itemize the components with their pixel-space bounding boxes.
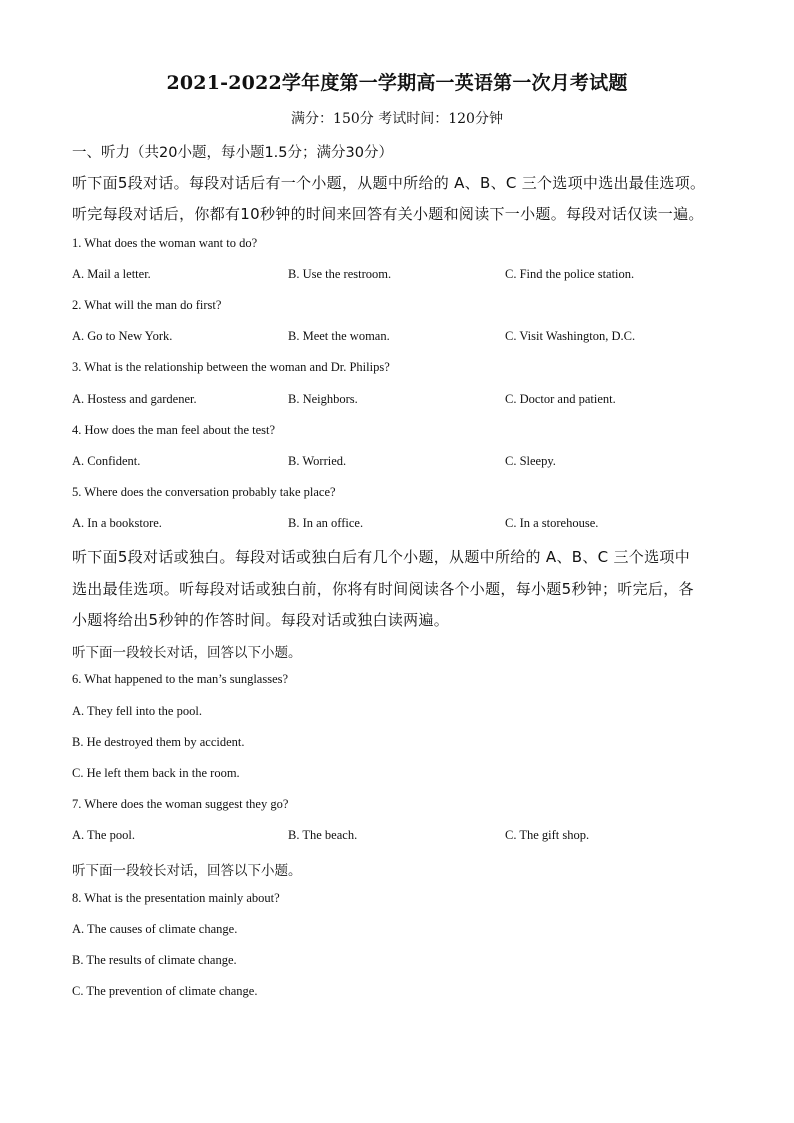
option-b: B. The results of climate change. — [72, 953, 237, 967]
option-b: B. Worried. — [288, 454, 347, 468]
option-b: B. Meet the woman. — [288, 329, 390, 343]
option-a: A. Go to New York. — [72, 329, 173, 343]
sub-instruction: 听下面一段较长对话，回答以下小题。 — [72, 645, 302, 661]
question-stem: 2. What will the man do first? — [72, 298, 222, 312]
section-heading: 一、听力（共20小题，每小题1.5分；满分30分） — [72, 145, 393, 161]
option-c: C. Doctor and patient. — [505, 392, 616, 406]
question-stem: 4. How does the man feel about the test? — [72, 423, 276, 437]
instruction-line: 选出最佳选项。听每段对话或独白前，你将有时间阅读各个小题，每小题5秒钟；听完后，各 — [72, 580, 694, 598]
option-c: C. Visit Washington, D.C. — [505, 329, 636, 343]
option-a: A. Hostess and gardener. — [72, 392, 197, 406]
option-c: C. The prevention of climate change. — [72, 984, 258, 998]
option-a: A. The causes of climate change. — [72, 922, 238, 936]
option-b: B. Use the restroom. — [288, 267, 392, 281]
question-stem: 5. Where does the conversation probably take place? — [72, 485, 336, 499]
exam-title: 2021-2022学年度第一学期高一英语第一次月考试题 — [166, 72, 628, 94]
option-c: C. In a storehouse. — [505, 516, 599, 530]
question-stem: 7. Where does the woman suggest they go? — [72, 797, 289, 811]
option-b: B. He destroyed them by accident. — [72, 735, 245, 749]
exam-subtitle: 满分：150分 考试时间：120分钟 — [291, 111, 503, 127]
instruction-line: 小题将给出5秒钟的作答时间。每段对话或独白读两遍。 — [72, 611, 450, 629]
option-a: A. Mail a letter. — [72, 267, 151, 281]
option-a: A. Confident. — [72, 454, 141, 468]
option-c: C. Find the police station. — [505, 267, 635, 281]
question-stem: 8. What is the presentation mainly about? — [72, 891, 280, 905]
question-stem: 6. What happened to the man’s sunglasses? — [72, 672, 289, 686]
option-b: B. Neighbors. — [288, 392, 358, 406]
instruction-line: 听下面5段对话或独白。每段对话或独白后有几个小题，从题中所给的 A、B、C 三个选项中 — [72, 548, 691, 566]
option-b: B. The beach. — [288, 828, 358, 842]
question-stem: 3. What is the relationship between the woman and Dr. Philips? — [72, 360, 390, 374]
question-stem: 1. What does the woman want to do? — [72, 236, 258, 250]
option-c: C. The gift shop. — [505, 828, 590, 842]
option-a: A. The pool. — [72, 828, 135, 842]
sub-instruction: 听下面一段较长对话，回答以下小题。 — [72, 863, 302, 879]
option-a: A. In a bookstore. — [72, 516, 162, 530]
instruction-line: 听下面5段对话。每段对话后有一个小题，从题中所给的 A、B、C 三个选项中选出最佳选项。 — [72, 174, 706, 192]
instruction-line: 听完每段对话后，你都有10秒钟的时间来回答有关小题和阅读下一小题。每段对话仅读一遍。 — [72, 205, 704, 223]
option-a: A. They fell into the pool. — [72, 704, 202, 718]
option-c: C. Sleepy. — [505, 454, 556, 468]
option-c: C. He left them back in the room. — [72, 766, 240, 780]
option-b: B. In an office. — [288, 516, 364, 530]
